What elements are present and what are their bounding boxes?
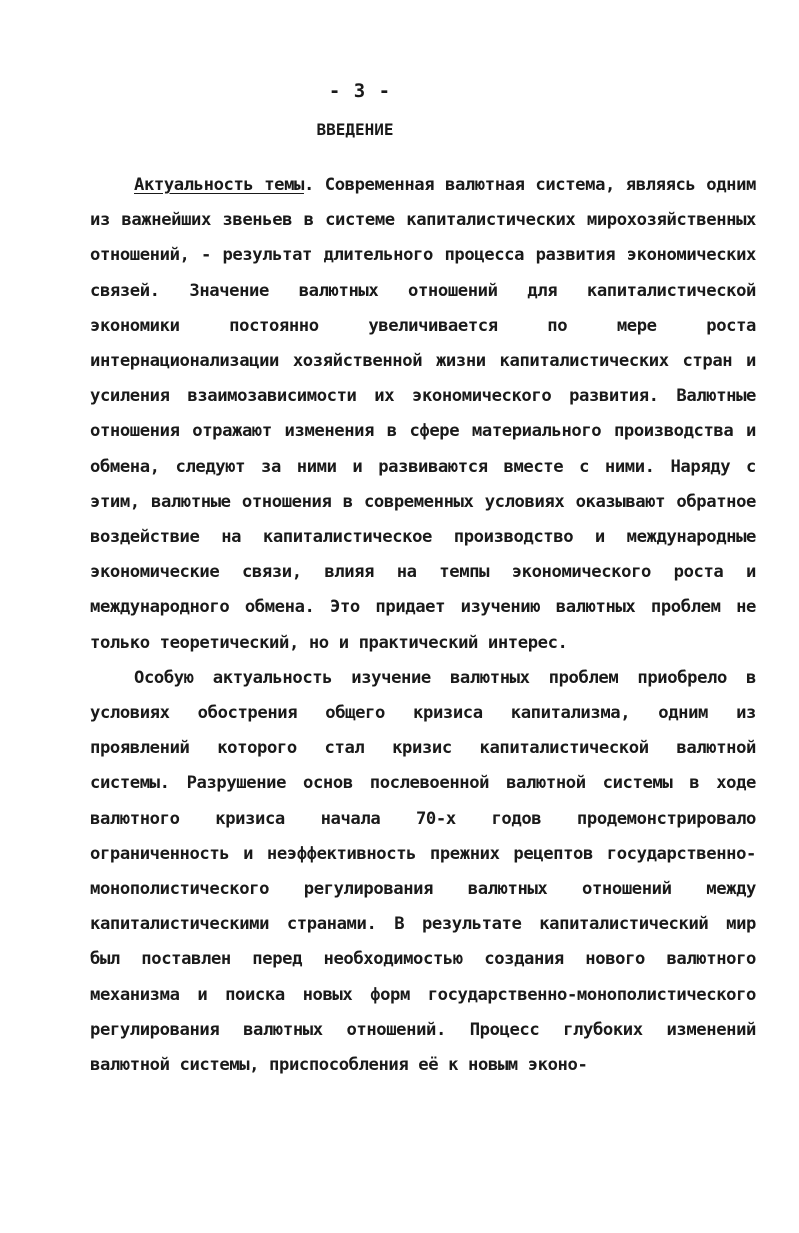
section-heading: ВВЕДЕНИЕ (316, 120, 394, 139)
paragraph-1 (90, 168, 756, 661)
paragraph-2-text: Особую актуальность изучение валютных проблем приобрело в условиях обострения общего кризиса капитализма, одним из проявлений которого стал кризис капиталистической валютной системы. Разрушение основ послевоенной валютной системы в ходе валютного кризиса начала 70-х годов продемонстрировало ограниченность и неэффективность прежних рецептов государственно-монополистического регулирования валютных отношений между капиталистическими странами. В результате капиталистический мир был поставлен перед необходимостью создания нового валютного механизма и поиска новых форм государственно-монополистического регулирования валютных отношений. Процесс глубоких изменений валютной системы, приспособления её к новым эконо- (90, 667, 756, 1076)
paragraph-2 (90, 661, 756, 1083)
paragraph-1-text: . Современная валютная система, являясь одним из важнейших звеньев в системе капиталистических мирохозяйственных отношений, - результат длительного процесса развития экономических связей. Значение валютных отношений для капиталистической экономики постоянно увеличивается по мере роста интернационализации хозяйственной жизни капиталистических стран и усиления взаимозависимости их экономического развития. Валютные отношения отражают изменения в сфере материального производства и обмена, следуют за ними и развиваются вместе с ними. Наряду с этим, валютные отношения в современных условиях оказывают обратное воздействие на капиталистическое производство и международные экономические связи, влияя на темпы экономического роста и международного обмена. Это придает изучению валютных проблем не только теоретический, но и практический интерес. (90, 175, 756, 653)
paragraph-1-lead: Актуальность темы (134, 175, 304, 195)
page-number: - 3 - (328, 80, 392, 102)
body-text (90, 168, 756, 1083)
